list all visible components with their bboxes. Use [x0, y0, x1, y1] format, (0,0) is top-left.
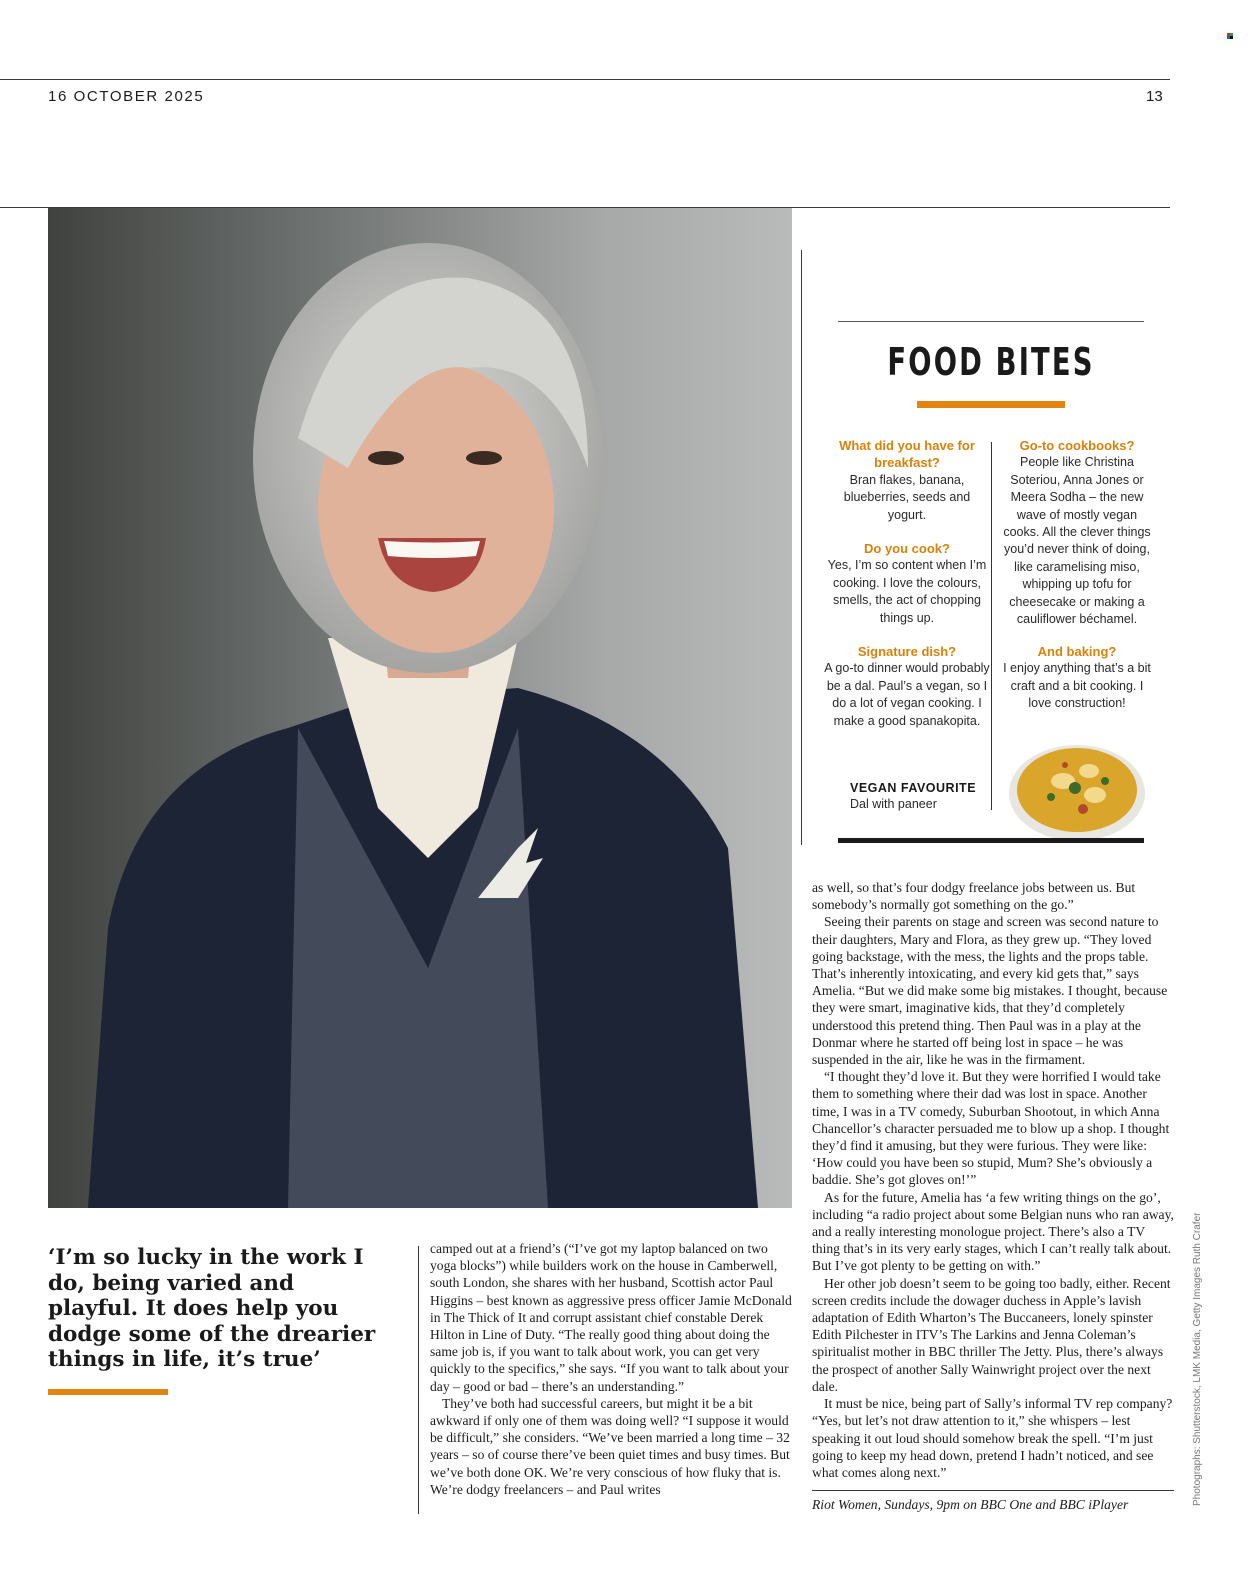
tagline-rule: [812, 1490, 1174, 1491]
food-bites-bottom-bar: [838, 838, 1144, 843]
header-top-rule: [0, 79, 1170, 80]
column-rule: [418, 1246, 419, 1514]
color-registration-mark: [1227, 33, 1234, 40]
paragraph: They’ve both had successful careers, but might it be a bit awkward if only one of them was doing well? “I suppose it would be difficult,” she considers. “We’ve been married a long time – 32 years – so of course there’ve been quiet times and busy times. But we’ve both done OK. We’re very conscious of how fluky that is. We’re dodgy freelancers – and Paul writes: [430, 1395, 790, 1497]
article-column-1: [430, 1240, 792, 1498]
broadcast-tagline: Riot Women, Sundays, 9pm on BBC One and BBC iPlayer: [812, 1497, 1129, 1512]
paragraph: Seeing their parents on stage and screen was second nature to their daughters, Mary and Flora, as they grew up. “They loved going backstage, with the mess, the lights and the props table. That’s inherently intoxicating, and every kid gets that,” says Amelia. “But we did make some big mistakes. I thought, because they were smart, imaginative kids, that they’d completely understood this pretend thing. Then Paul was in a play at the Donmar where he started off being lost in space – he was suspended in the air, like he was in the firmament.: [812, 914, 1168, 1068]
vegan-favourite-dish: Dal with paneer: [850, 797, 937, 811]
qa-question: Go-to cookbooks?: [1019, 438, 1135, 453]
qa-answer: Bran flakes, banana, blueberries, seeds and yogurt.: [843, 472, 971, 522]
qa-baking: [1000, 643, 1154, 713]
qa-breakfast: [823, 437, 991, 524]
paragraph: “I thought they’d love it. But they were horrified I would take them to something where their dad was lost in space. Another time, I was in a TV comedy, Suburban Shootout, in which Anna Chancellor’s character persuaded me to blow up a shop. I thought they’d find it amusing, but they were furious. They were like: ‘How could you have been so stupid, Mum? She’s obviously a baddie. She’s got gloves on!’”: [812, 1069, 1170, 1188]
qa-answer: I enjoy anything that’s a bit craft and a bit cooking. I love construction!: [1003, 661, 1151, 711]
qa-question: And baking?: [1037, 644, 1117, 659]
qa-question: Do you cook?: [864, 541, 950, 556]
paragraph: Her other job doesn’t seem to be going too badly, either. Recent screen credits include the dowager duchess in Apple’s lavish adaptation of Edith Wharton’s The Buccaneers, lonely spinster Edith Pilchester in ITV’s The Larkins and Jenna Coleman’s spiritualist mother in BBC thriller The Jetty. Plus, there’s always the prospect of another Sally Wainwright project over the next dale.: [812, 1275, 1171, 1394]
qa-answer: Yes, I’m so content when I’m cooking. I love the colours, smells, the act of chopping things up.: [827, 558, 987, 625]
sidebar-left-rule: [801, 250, 802, 845]
food-bites-divider: [991, 442, 992, 810]
qa-signature-dish: [823, 643, 991, 730]
vegan-favourite: [850, 781, 976, 811]
qa-answer: People like Christina Soteriou, Anna Jones or Meera Sodha – the new wave of mostly vegan cooks. All the clever things you’d never think of doing, like caramelising miso, whipping up tofu for cheesecake or making a cauliflower béchamel.: [1003, 455, 1151, 627]
food-bites-title: FOOD BITES: [887, 340, 1095, 384]
food-bites-accent-bar: [917, 401, 1065, 408]
portrait-photo: [48, 208, 792, 1208]
paragraph: as well, so that’s four dodgy freelance jobs between us. But somebody’s normally got something on the go.”: [812, 880, 1136, 913]
page-number: 13: [1146, 88, 1163, 105]
photo-credit: Photographs: Shutterstock, LMK Media, Getty Images Ruth Crafer: [1192, 1212, 1203, 1506]
article-column-2: [812, 879, 1174, 1481]
paragraph: It must be nice, being part of Sally’s informal TV rep company? “Yes, but let’s not draw attention to it,” she whispers – lest speaking it out loud should somehow break the spell. “I’m just going to keep my head down, pretend I hadn’t noticed, and see what comes along next.”: [812, 1396, 1173, 1480]
qa-question: Signature dish?: [857, 644, 957, 659]
qa-answer: A go-to dinner would probably be a dal. Paul’s a vegan, so I do a lot of vegan cooking. I make a good spanakopita.: [824, 661, 990, 728]
dal-bowl-image: [1005, 733, 1147, 843]
qa-cookbooks: [1000, 437, 1154, 628]
pull-quote-accent-bar: [48, 1389, 168, 1395]
issue-date: 16 OCTOBER 2025: [48, 88, 205, 105]
paragraph: camped out at a friend’s (“I’ve got my laptop balanced on two yoga blocks”) while builders work on the house in Camberwell, south London, she shares with her husband, Scottish actor Paul Higgins – best known as aggressive press officer Jamie McDonald in The Thick of It and corrupt assistant chief constable Derek Hilton in Line of Duty. “The really good thing about doing the same job is, if you want to talk about work, you can get very quickly to the specifics,” she says. “If you want to talk about your day – good or bad – there’s an understanding.”: [430, 1241, 792, 1394]
qa-do-you-cook: [823, 540, 991, 627]
paragraph: As for the future, Amelia has ‘a few writing things on the go’, including “a radio project about some Belgian nuns who ran away, and a really interesting monologue project. There’s also a TV thing that’s in its very early stages, which I can’t really talk about. But I’ve got plenty to be getting on with.”: [812, 1189, 1174, 1274]
vegan-favourite-label: VEGAN FAVOURITE: [850, 781, 977, 795]
food-bites-top-rule: [838, 321, 1144, 322]
qa-question: What did you have for breakfast?: [839, 438, 975, 471]
pull-quote: ‘I’m so lucky in the work I do, being varied and playful. It does help you dodge some of the drearier things in life, it’s true’: [48, 1245, 376, 1372]
